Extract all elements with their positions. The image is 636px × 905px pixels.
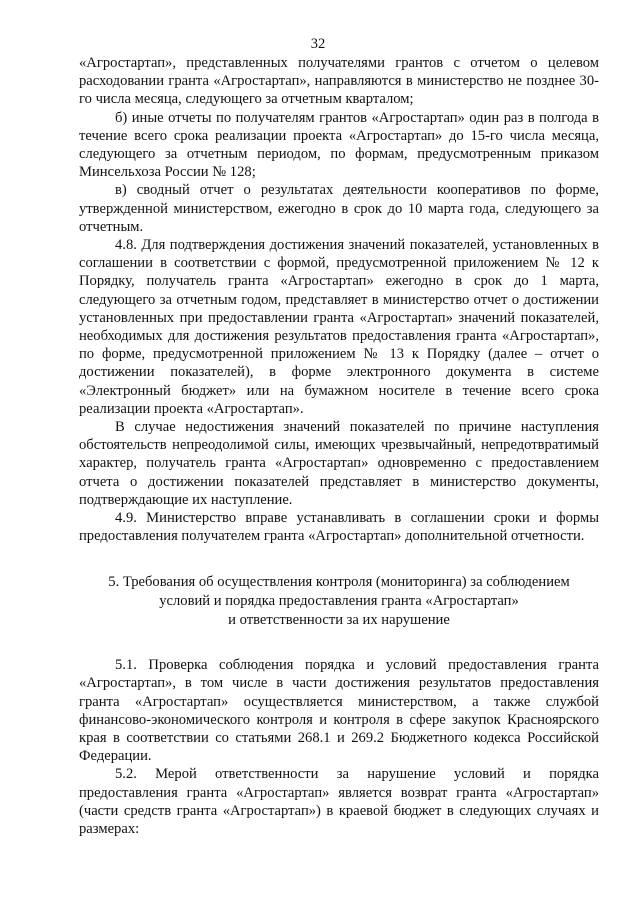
paragraph: 4.9. Министерство вправе устанавливать в соглашении сроки и формы предоставления получателем гранта «Агростартап» дополнительной отчетности. — [79, 510, 599, 545]
paragraph: «Агростартап», представленных получателями грантов с отчетом о целевом расходовании гранта «Агростартап», направляются в министерство не позднее 30-го числа месяца, следующего за отчетным кварталом; — [79, 55, 599, 108]
paragraph: в) сводный отчет о результатах деятельности кооперативов по форме, утвержденной министерством, ежегодно в срок до 10 марта года, следующего за отчетным. — [79, 182, 599, 235]
section-heading-line: 5. Требования об осуществления контроля (мониторинга) за соблюдением — [108, 574, 570, 591]
paragraph: 4.8. Для подтверждения достижения значений показателей, установленных в соглашении в соответствии с формой, предусмотренной приложением № 12 к Порядку, получатель гранта «Агростартап» ежегодно в срок до 1 марта, следующего за отчетным годом, представляет в министерство отчет о достижении установленных при предоставлении гранта «Агростартап» значений показателей, необходимых для достижения результатов предоставления гранта «Агростартап», по форме, предусмотренной приложением № 13 к Порядку (далее – отчет о достижении показателей), в форме электронного документа в системе «Электронный бюджет» или на бумажном носителе в течение всего срока реализации проекта «Агростартап». — [79, 237, 599, 417]
paragraph: 5.2. Мерой ответственности за нарушение условий и порядка предоставления гранта «Агростартап» является возврат гранта «Агростартап» (части средств гранта «Агростартап») в краевой бюджет в следующих случаях и размерах: — [79, 766, 599, 838]
paragraph: 5.1. Проверка соблюдения порядка и условий предоставления гранта «Агростартап», в том числе в части достижения результатов предоставления гранта «Агростартап» осуществляется министерством, а также службой финансово-экономического контроля и контроля в сфере закупок Красноярского края в соответствии со статьями 268.1 и 269.2 Бюджетного кодекса Российской Федерации. — [79, 657, 599, 765]
document-body — [79, 54, 599, 838]
section-heading-line: и ответственности за их нарушение — [228, 611, 450, 628]
page-number: 32 — [310, 36, 326, 52]
section-heading — [79, 573, 599, 629]
section-heading-line: условий и порядка предоставления гранта «Агростартап» — [159, 593, 519, 610]
paragraph: б) иные отчеты по получателям грантов «Агростартап» один раз в полгода в течение всего срока реализации проекта «Агростартап» до 15-го числа месяца, следующего за отчетным периодом, по формам, предусмотренным приказом Минсельхоза России № 128; — [79, 109, 599, 181]
paragraph: В случае недостижения значений показателей по причине наступления обстоятельств непреодолимой силы, имеющих чрезвычайный, непредотвратимый характер, получатель гранта «Агростартап» одновременно с предоставлением отчета о достижении показателей представляет в министерство документы, подтверждающие их наступление. — [79, 419, 599, 508]
